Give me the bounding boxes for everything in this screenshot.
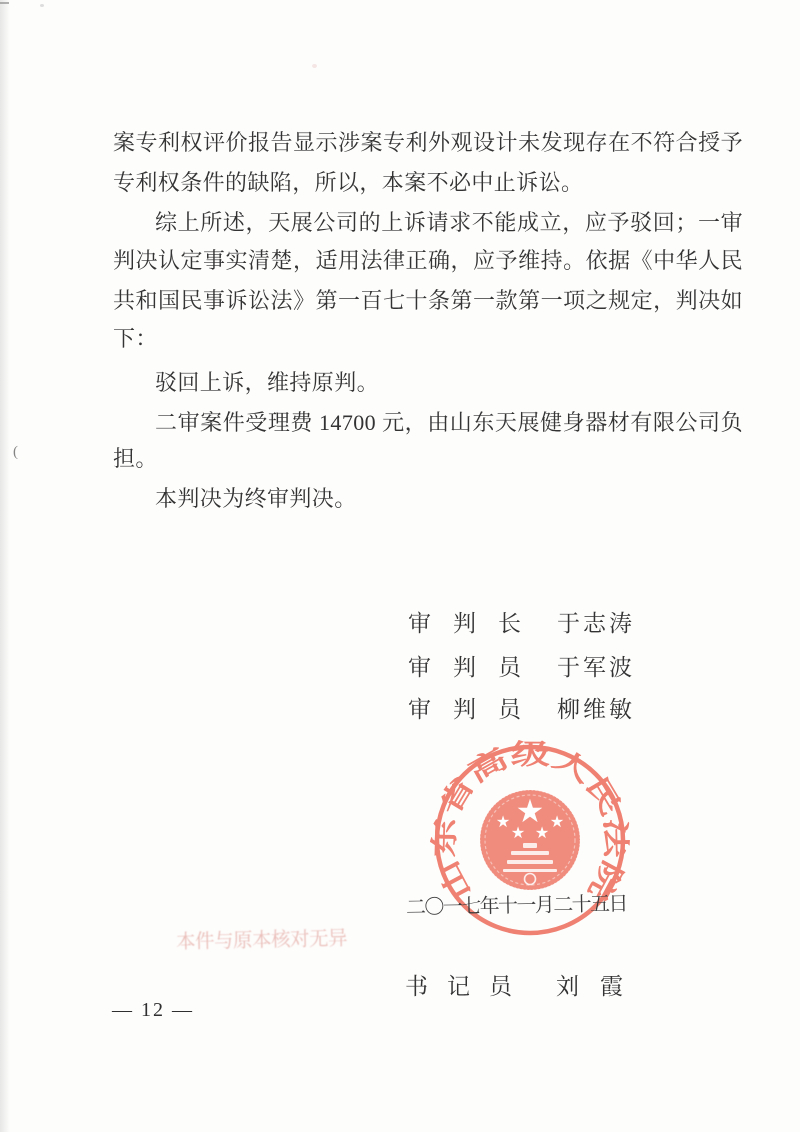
signature-row [408,649,635,682]
judge-name: 柳维敏 [557,697,635,722]
small-star-icon: ★ [549,812,565,831]
body-line: 综上所述，天展公司的上诉请求不能成立，应予驳回；一审 [155,210,743,235]
body-line: 本判决为终审判决。 [155,486,357,511]
page-number: — 12 — [112,999,194,1021]
scan-artifact [312,64,317,68]
margin-artifact: ( [13,444,18,460]
judgment-date: 二〇一七年十一月二十五日 [405,893,628,919]
body-line: 共和国民事诉讼法》第一百七十条第一款第一项之规定，判决如 [113,288,743,313]
national-emblem-icon [480,790,580,890]
seal-text: 山东省高级人民法院 [430,740,630,905]
scan-artifact [0,2,9,4]
judge-name: 于军波 [557,655,635,680]
body-line: 案专利权评价报告显示涉案专利外观设计未发现存在不符合授予 [113,130,743,155]
body-line: 下： [113,326,158,351]
clerk-row [405,968,644,1001]
small-star-icon: ★ [510,823,526,842]
body-line: 专利权条件的缺陷，所以，本案不必中止诉讼。 [113,170,584,195]
signature-row [408,691,635,724]
signature-row [408,605,635,638]
big-star-icon: ★ [515,792,545,830]
judge-role: 审判长 [408,611,543,636]
body-line: 判决认定事实清楚，适用法律正确，应予维持。依据《中华人民 [113,248,743,273]
body-line: 驳回上诉，维持原判。 [155,370,380,395]
judge-name: 于志涛 [557,611,635,636]
body-line: 担。 [113,446,158,471]
scan-edge-shadow [0,0,10,1132]
scan-artifact [40,4,44,7]
small-star-icon: ★ [534,823,550,842]
clerk-name: 刘霞 [556,974,644,999]
body-line: 二审案件受理费 14700 元，由山东天展健身器材有限公司负 [155,410,743,435]
verification-stamp: 本件与原本核对无异 [175,928,348,953]
judge-role: 审判员 [408,697,543,722]
clerk-role: 书记员 [405,974,531,999]
small-star-icon: ★ [495,812,511,831]
judge-role: 审判员 [408,655,543,680]
